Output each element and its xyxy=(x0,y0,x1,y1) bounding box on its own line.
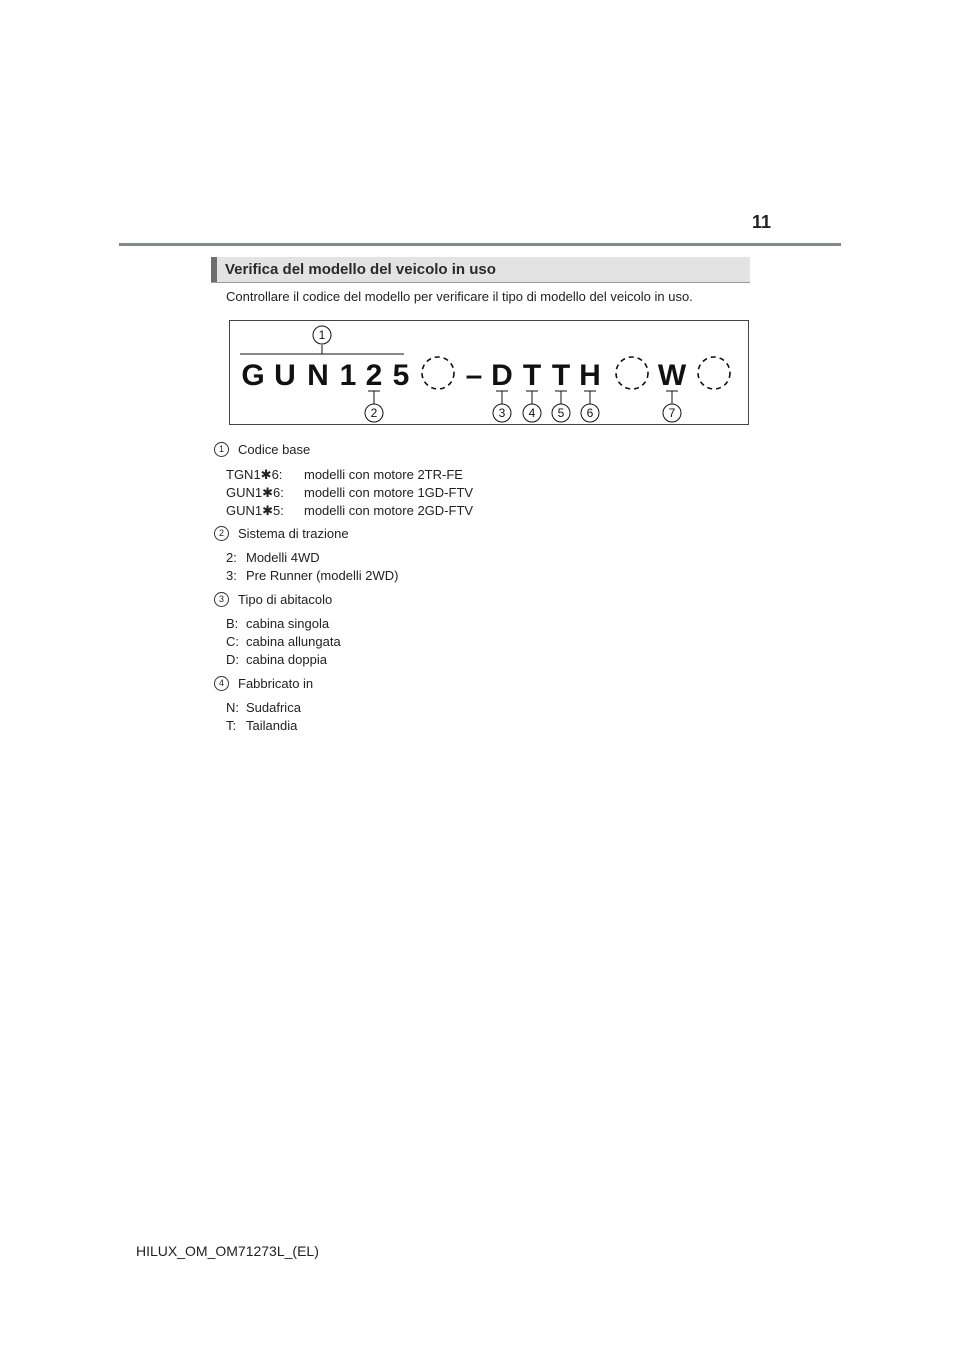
code-char: U xyxy=(274,359,296,392)
item-code: D: xyxy=(226,652,239,667)
list-item xyxy=(226,700,301,715)
document-footer: HILUX_OM_OM71273L_(EL) xyxy=(136,1243,319,1259)
list-item xyxy=(226,652,327,667)
item-desc: cabina singola xyxy=(246,616,330,631)
item-code: GUN1✱5: xyxy=(226,503,284,518)
item-desc: Pre Runner (modelli 2WD) xyxy=(246,568,399,583)
item-desc: Tailandia xyxy=(246,718,298,733)
placeholder-circle xyxy=(616,357,648,389)
entry-manufactured-in xyxy=(214,675,313,691)
code-char: – xyxy=(465,359,483,392)
section-header-bar xyxy=(211,257,217,283)
item-code: 2: xyxy=(226,550,237,565)
item-code: C: xyxy=(226,634,239,649)
section-header xyxy=(211,257,750,283)
code-char: T xyxy=(522,359,542,392)
item-code: 3: xyxy=(226,568,237,583)
list-item xyxy=(226,550,320,565)
item-desc: cabina allungata xyxy=(246,634,341,649)
entry-cab-type xyxy=(214,591,332,607)
code-char: H xyxy=(579,359,601,392)
entry-title: Tipo di abitacolo xyxy=(238,592,333,608)
code-char: T xyxy=(551,359,571,392)
callout-number: 7 xyxy=(668,406,676,420)
list-item xyxy=(226,634,341,649)
code-char: N xyxy=(307,359,329,392)
item-desc: modelli con motore 1GD-FTV xyxy=(304,485,474,500)
model-code-svg xyxy=(230,321,748,424)
placeholder-circle xyxy=(698,357,730,389)
intro-text: Controllare il codice del modello per verificare il tipo di modello del veicolo in uso. xyxy=(226,289,693,304)
code-char: D xyxy=(491,359,513,392)
entry-number: 1 xyxy=(214,442,229,457)
code-char: 1 xyxy=(339,359,357,392)
code-char: 5 xyxy=(392,359,410,392)
list-item xyxy=(226,503,473,519)
item-code: N: xyxy=(226,700,239,715)
item-desc: cabina doppia xyxy=(246,652,327,667)
item-desc: Modelli 4WD xyxy=(246,550,320,565)
section-title: Verifica del modello del veicolo in uso xyxy=(225,261,496,278)
list-item xyxy=(226,718,297,733)
list-item xyxy=(226,467,463,483)
callout-number: 1 xyxy=(318,328,326,342)
placeholder-circle xyxy=(422,357,454,389)
entry-drive-system xyxy=(214,525,349,541)
callout-number: 2 xyxy=(370,406,378,420)
list-item xyxy=(226,568,398,583)
item-code: TGN1✱6: xyxy=(226,467,283,482)
section-header-underline xyxy=(211,282,750,283)
page-number: 11 xyxy=(752,212,772,232)
entry-base-code xyxy=(214,441,310,457)
callout-number: 4 xyxy=(528,406,536,420)
callout-number: 6 xyxy=(586,406,594,420)
item-desc: modelli con motore 2TR-FE xyxy=(304,467,463,482)
list-item xyxy=(226,485,473,501)
entry-number: 2 xyxy=(214,526,229,541)
callout-number: 3 xyxy=(498,406,506,420)
item-code: GUN1✱6: xyxy=(226,485,284,500)
item-desc: modelli con motore 2GD-FTV xyxy=(304,503,474,518)
model-code-diagram xyxy=(229,320,749,425)
item-desc: Sudafrica xyxy=(246,700,301,715)
code-char: 2 xyxy=(365,359,383,392)
header-rule xyxy=(119,243,841,246)
entry-title: Fabbricato in xyxy=(238,676,314,692)
callout-number: 5 xyxy=(557,406,565,420)
list-item xyxy=(226,616,329,631)
code-char: G xyxy=(241,359,265,392)
entry-number: 3 xyxy=(214,592,229,607)
entry-title: Codice base xyxy=(238,442,311,458)
item-code: T: xyxy=(226,718,237,733)
item-code: B: xyxy=(226,616,239,631)
entry-number: 4 xyxy=(214,676,229,691)
entry-title: Sistema di trazione xyxy=(238,526,349,542)
code-char: W xyxy=(657,359,687,392)
